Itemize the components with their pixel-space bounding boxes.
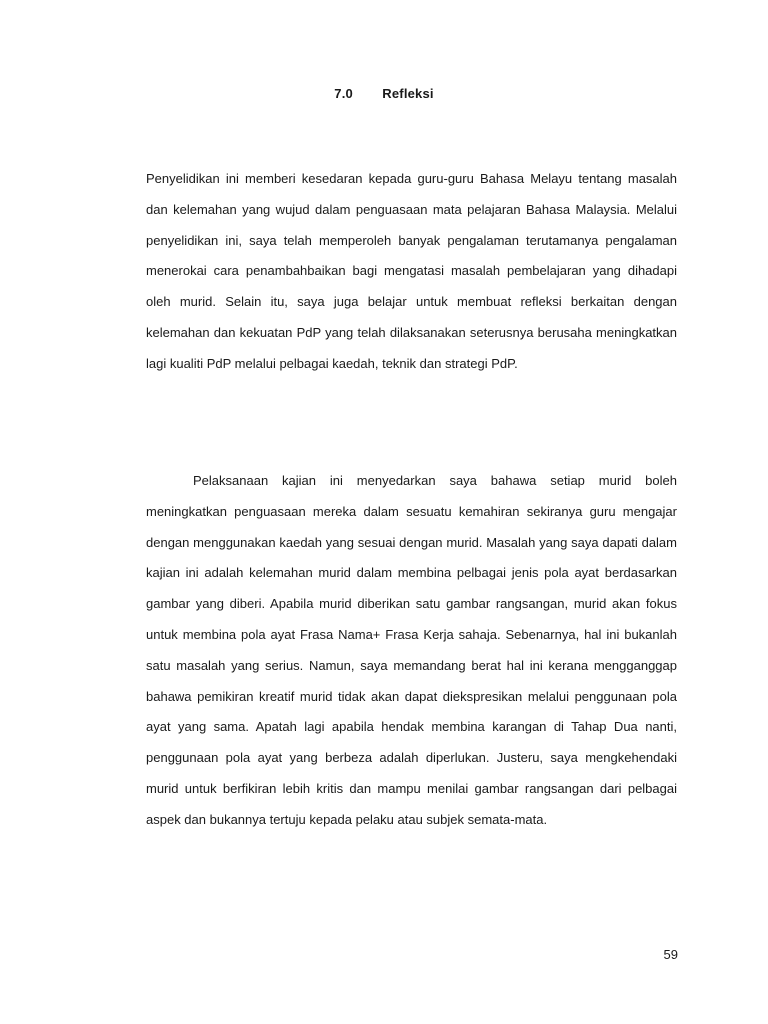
section-heading — [0, 86, 768, 101]
paragraph-1: Penyelidikan ini memberi kesedaran kepada guru-guru Bahasa Melayu tentang masalah dan kelemahan yang wujud dalam penguasaan mata pelajaran Bahasa Malaysia. Melalui penyelidikan ini, saya telah memperoleh banyak pengalaman terutamanya pengalaman menerokai cara penambahbaikan bagi mengatasi masalah pembelajaran yang dihadapi oleh murid. Selain itu, saya juga belajar untuk membuat refleksi berkaitan dengan kelemahan dan kekuatan PdP yang telah dilaksanakan seterusnya berusaha meningkatkan lagi kualiti PdP melalui pelbagai kaedah, teknik dan strategi PdP. — [146, 171, 677, 371]
paragraph-2: Pelaksanaan kajian ini menyedarkan saya bahawa setiap murid boleh meningkatkan penguasaan mereka dalam sesuatu kemahiran sekiranya guru mengajar dengan menggunakan kaedah yang sesuai dengan murid. Masalah yang saya dapati dalam kajian ini adalah kelemahan murid dalam membina pelbagai jenis pola ayat berdasarkan gambar yang diberi. Apabila murid diberikan satu gambar rangsangan, murid akan fokus untuk membina pola ayat Frasa Nama+ Frasa Kerja sahaja. Sebenarnya, hal ini bukanlah satu masalah yang serius. Namun, saya memandang berat hal ini kerana mengganggap bahawa pemikiran kreatif murid tidak akan dapat diekspresikan melalui penggunaan pola ayat yang sama. Apatah lagi apabila hendak membina karangan di Tahap Dua nanti, penggunaan pola ayat yang berbeza adalah diperlukan. Justeru, saya mengkehendaki murid untuk berfikiran lebih kritis dan mampu menilai gambar rangsangan dari pelbagai aspek dan bukannya tertuju kepada pelaku atau subjek semata-mata. — [146, 473, 677, 827]
section-number: 7.0 — [334, 86, 353, 101]
section-title: Refleksi — [382, 86, 434, 101]
page-number: 59 — [663, 947, 678, 962]
